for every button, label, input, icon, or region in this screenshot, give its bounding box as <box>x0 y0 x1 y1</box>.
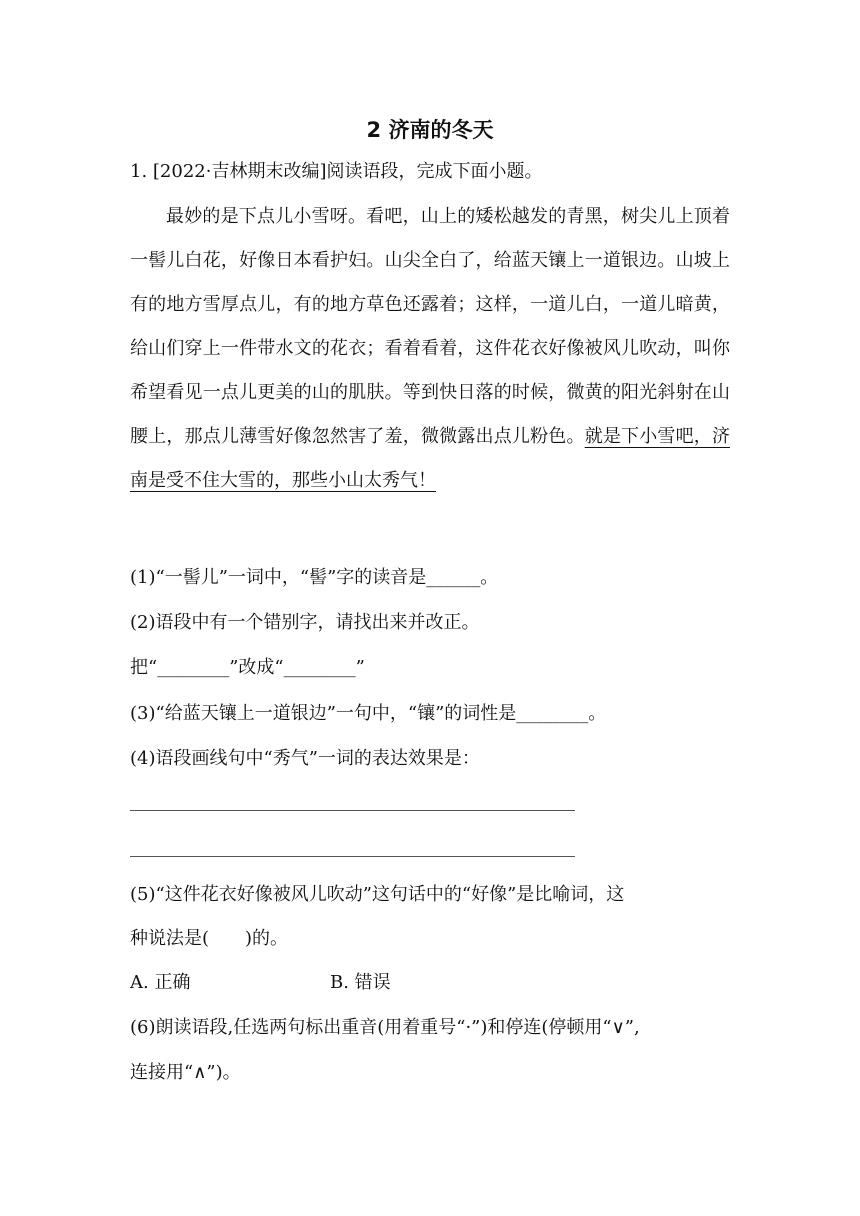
answer-line-2 <box>130 856 575 857</box>
question-2: (2)语段中有一个错别字，请找出来并改正。 <box>130 612 480 633</box>
question-2-fill: 把“________”改成“________” <box>130 657 365 678</box>
passage-text: 最妙的是下点儿小雪呀。看吧，山上的矮松越发的青黑，树尖儿上顶着一髻儿白花，好像日本看护妇。山尖全白了，给蓝天镶上一道银边。山坡上有的地方雪厚点儿，有的地方草色还露着；这样，一道儿白，一道儿暗黄，给山们穿上一件带水文的花衣；看着看着，这件花衣好像被风儿吹动，叫你希望看见一点儿更美的山的肌肤。等到快日落的时候，微黄的阳光斜射在山腰上，那点儿薄雪好像忽然害了羞，微微露出点儿粉色。 <box>130 206 730 447</box>
question-5-options <box>130 971 391 995</box>
question-6-line-1: (6)朗读语段,任选两句标出重音(用着重号“·”)和停连(停顿用“∨”, <box>130 1017 640 1038</box>
question-intro: 1. [2022·吉林期末改编]阅读语段，完成下面小题。 <box>130 161 543 182</box>
reading-passage <box>130 195 730 503</box>
question-6-line-2: 连接用“∧”)。 <box>130 1062 241 1083</box>
page-title: 2 济南的冬天 <box>366 118 494 142</box>
question-5-line-2: 种说法是( )的。 <box>130 928 289 949</box>
question-3: (3)“给蓝天镶上一道银边”一句中，“镶”的词性是________。 <box>130 703 607 724</box>
question-1: (1)“一髻儿”一词中，“髻”字的读音是______。 <box>130 567 499 588</box>
question-5-line-1: (5)“这件花衣好像被风儿吹动”这句话中的“好像”是比喻词，这 <box>130 884 625 905</box>
option-a: A. 正确 <box>130 972 191 993</box>
question-4: (4)语段画线句中“秀气”一词的表达效果是： <box>130 748 480 769</box>
option-b: B. 错误 <box>330 972 391 993</box>
answer-line-1 <box>130 810 575 811</box>
underlined-sentence: 就是下小雪吧，济南是受不住大雪的，那些小山太秀气！ <box>130 426 730 491</box>
